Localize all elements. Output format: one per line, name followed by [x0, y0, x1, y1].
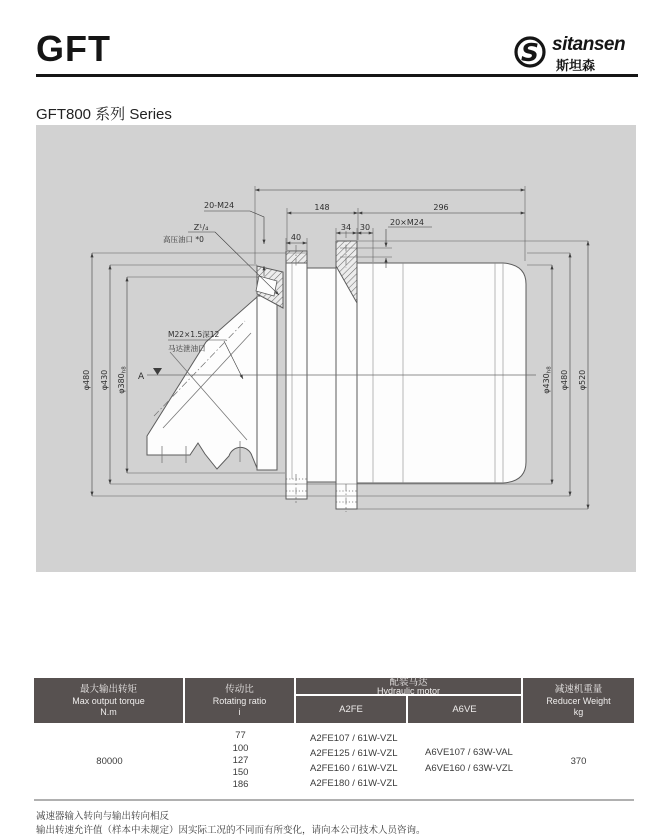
footnote-line: 减速器输入转向与输出转向相反 [36, 811, 170, 822]
header-divider [36, 74, 638, 77]
port-thread-label: Z¹/₄ [193, 223, 209, 232]
series-subtitle: GFT800 系列 Series [36, 106, 172, 123]
dim-bolts-left: 20-M24 [204, 201, 235, 210]
dia-left-480: φ480 [82, 369, 91, 391]
section-mark: A [138, 372, 145, 382]
header-ratio: 传动比 Rotating ratio i [185, 678, 296, 723]
section-arrow-icon [153, 368, 162, 375]
logo-chinese-name: 斯坦森 [556, 58, 596, 73]
header-a6ve: A6VE [452, 704, 477, 715]
header-motor: 配装马达 Hydraulic motor A2FE A6VE [296, 678, 523, 723]
dia-left-430: φ430 [100, 369, 109, 391]
cell-weight: 370 [570, 755, 587, 767]
spec-table [34, 678, 634, 801]
cell-a6ve-motors: A6VE107 / 63W-VAL A6VE160 / 63W-VZL [425, 747, 514, 774]
spec-table-header [34, 678, 634, 723]
table-row [34, 723, 634, 801]
drawing-panel [36, 125, 636, 572]
page-title: GFT [36, 28, 111, 69]
footnote-line: 输出转速允许值（样本中未规定）因实际工况的不同而有所变化，请向本公司技术人员咨询。 [36, 825, 426, 836]
dim-40: 40 [290, 233, 302, 242]
dim-148: 148 [314, 203, 330, 212]
dia-right-480: φ480 [560, 369, 569, 391]
drain-thread-label: M22×1.5深12 [168, 330, 220, 339]
dia-left-380h8: φ380h8 [117, 366, 128, 394]
cell-torque: 80000 [96, 755, 123, 767]
cell-ratios: 77 100 127 150 186 [232, 730, 249, 791]
header-weight: 减速机重量 Reducer Weight kg [523, 678, 634, 723]
port-name-label: 高压油口 *0 [163, 235, 204, 244]
dia-right-430h8: φ430h8 [542, 366, 553, 394]
dim-bolts-right: 20×M24 [390, 218, 424, 227]
header-a2fe: A2FE [296, 696, 408, 723]
dim-34: 34 [340, 223, 352, 232]
header-torque: 最大输出转矩 Max output torque N.m [34, 678, 185, 723]
drain-name-label: 马达泄油口 [168, 344, 206, 353]
technical-drawing [36, 125, 636, 572]
footnotes [36, 810, 426, 838]
dia-right-520: φ520 [578, 369, 587, 391]
cell-a2fe-motors: A2FE107 / 61W-VZL A2FE125 / 61W-VZL A2FE160 / 61W-VZL A2FE180 / 61W-VZL [310, 732, 398, 790]
logo-wordmark: sitansen [552, 34, 626, 55]
logo-s-mark: S [520, 38, 540, 67]
dim-296: 296 [433, 203, 449, 212]
dim-30: 30 [359, 223, 371, 232]
